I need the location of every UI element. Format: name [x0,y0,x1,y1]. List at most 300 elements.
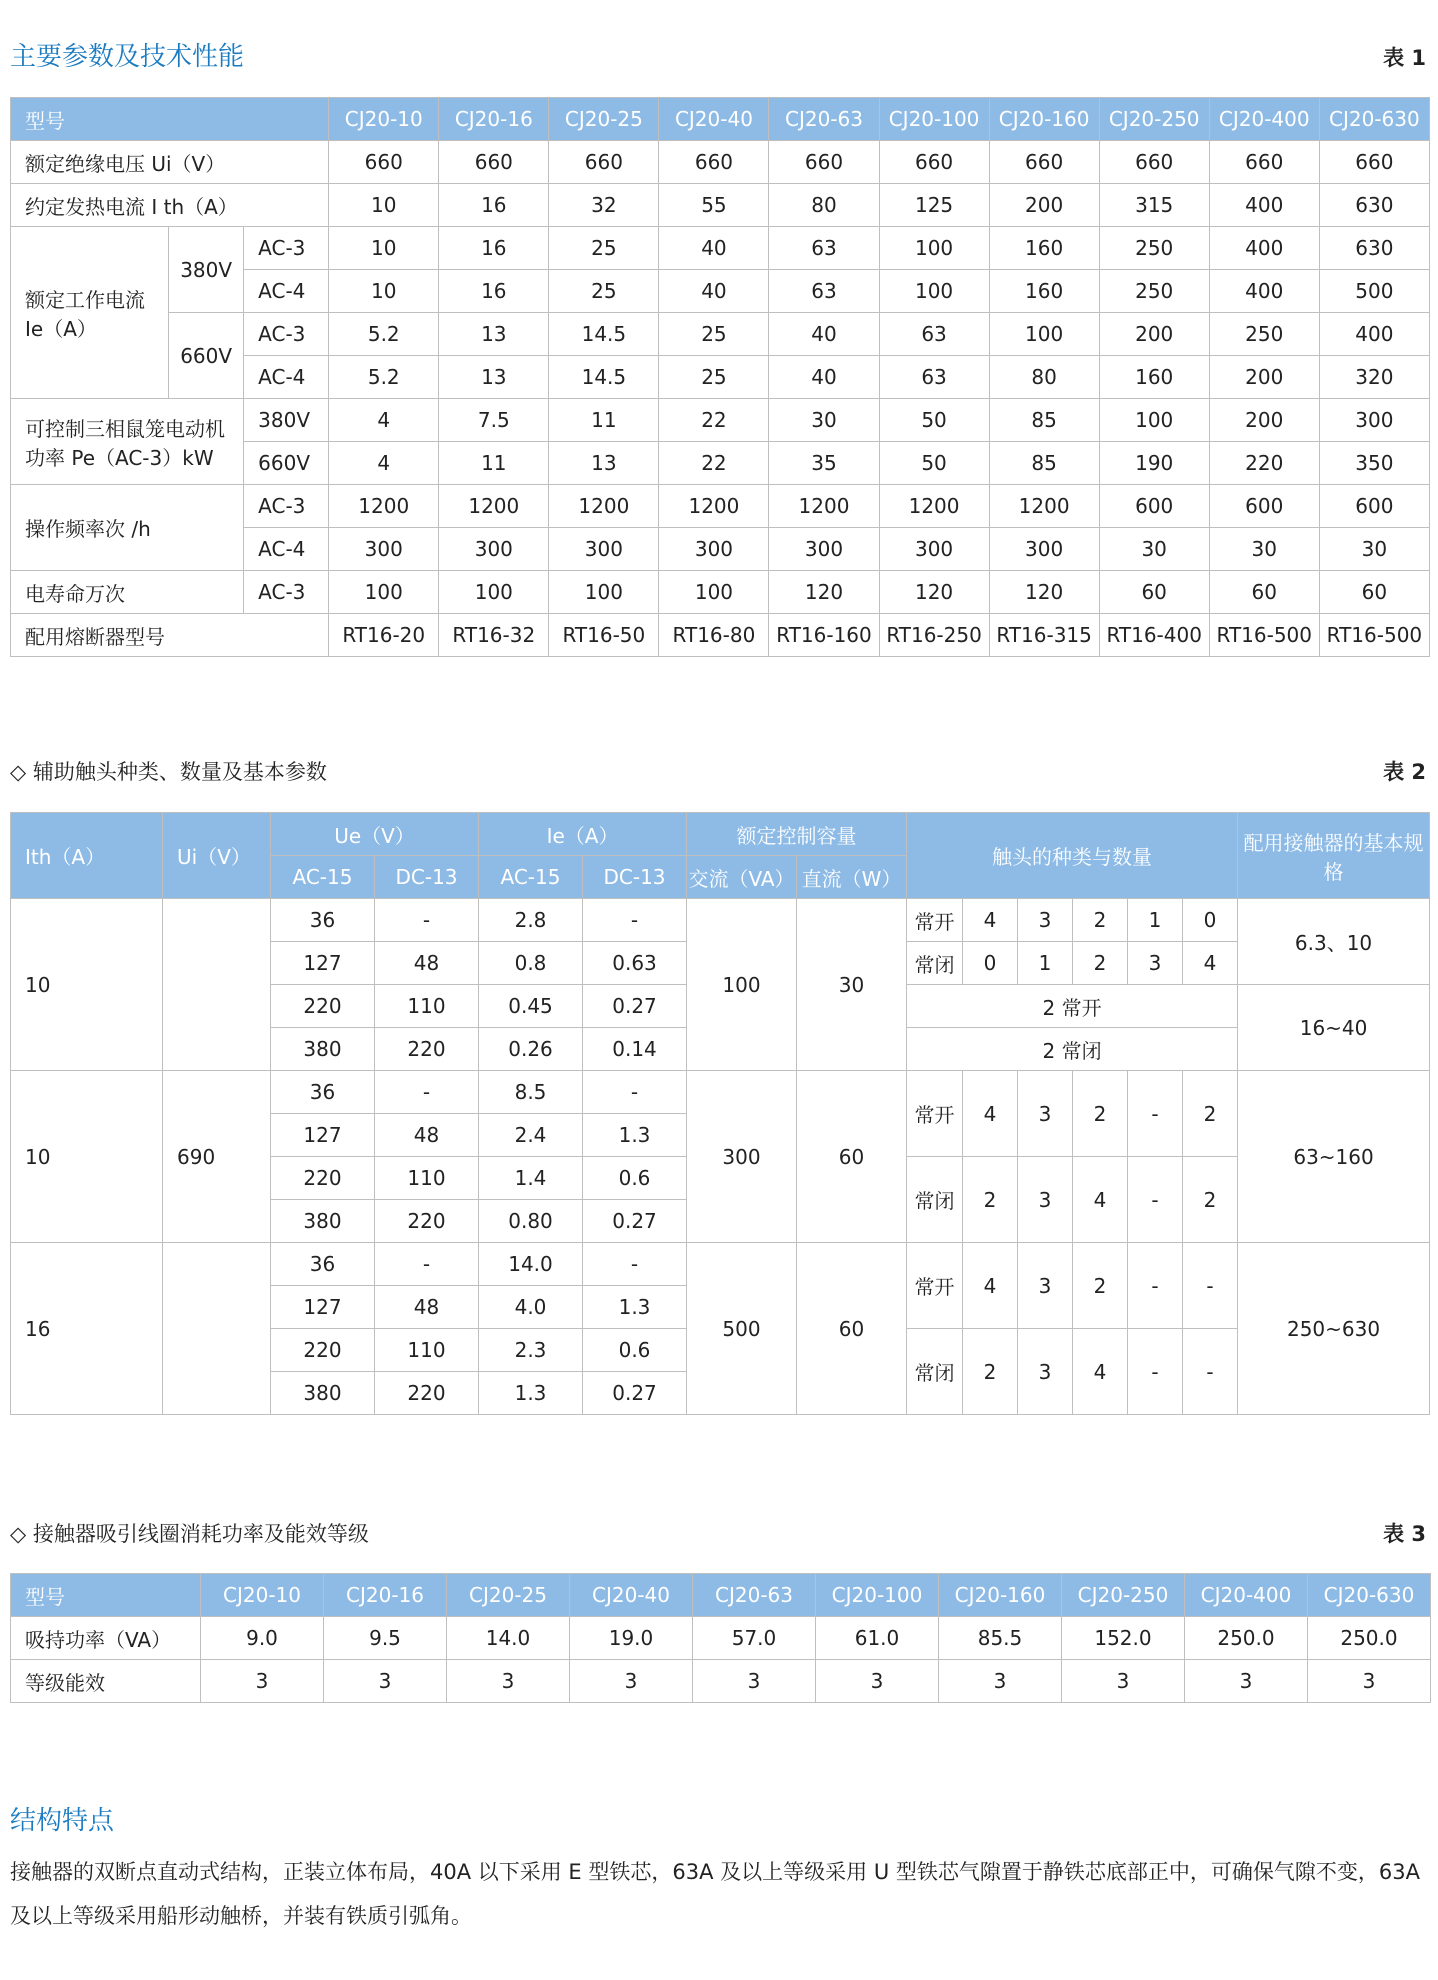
ie-dc-cell: 1.3 [583,1114,687,1157]
section4-title: 结构特点 [10,1806,115,1836]
ue-dc-cell: - [375,1071,479,1114]
value-cell: 4 [329,442,439,485]
value-cell: 3 [1185,1660,1308,1703]
main-parameters-table [10,97,1430,657]
value-cell: 13 [549,442,659,485]
row-label: 约定发热电流 I th（A） [11,184,329,227]
value-cell: 3 [1062,1660,1185,1703]
contact-count-cell: 2 [1073,1243,1128,1329]
contact-combo-cell: 2 常开 [907,985,1238,1028]
table-row [11,141,1430,184]
ac-va-header: 交流（VA） [687,856,797,899]
ie-dc-cell: - [583,1243,687,1286]
ue-dc13-header: DC-13 [375,856,479,899]
ue-dc-cell: 220 [375,1028,479,1071]
base-spec-cell: 63~160 [1238,1071,1430,1243]
ith-cell: 10 [11,899,163,1071]
category-label: AC-3 [244,571,329,614]
value-cell: 660 [989,141,1099,184]
ui-cell [163,899,271,1071]
contact-count-cell: 4 [963,899,1018,942]
ue-ac-cell: 220 [271,985,375,1028]
model-column-header: CJ20-16 [324,1574,447,1617]
model-header: 型号 [11,98,329,141]
value-cell: 120 [989,571,1099,614]
model-column-header: CJ20-100 [816,1574,939,1617]
ue-ac-cell: 36 [271,1071,375,1114]
ie-dc-cell: 0.27 [583,985,687,1028]
value-cell: 22 [659,442,769,485]
row-label: 额定绝缘电压 Ui（V） [11,141,329,184]
value-cell: 3 [939,1660,1062,1703]
contact-count-cell: 4 [1073,1157,1128,1243]
value-cell: 100 [659,571,769,614]
table-row [11,313,1430,356]
value-cell: 14.5 [549,313,659,356]
value-cell: 660 [1209,141,1319,184]
table-row [11,1617,1431,1660]
value-cell: 300 [1319,399,1429,442]
ie-dc-cell: 1.3 [583,1286,687,1329]
ie-dc-cell: - [583,899,687,942]
value-cell: 200 [1099,313,1209,356]
contact-count-cell: 2 [1183,1157,1238,1243]
dc-w-header: 直流（W） [797,856,907,899]
base-spec-cell: 250~630 [1238,1243,1430,1415]
value-cell: 7.5 [439,399,549,442]
value-cell: RT16-500 [1209,614,1319,657]
model-column-header: CJ20-400 [1209,98,1319,141]
contacts-header: 触头的种类与数量 [907,813,1238,899]
ue-ac-cell: 380 [271,1200,375,1243]
ie-ac-cell: 2.4 [479,1114,583,1157]
value-cell: 63 [769,270,879,313]
contact-count-cell: 2 [1073,899,1128,942]
value-cell: 80 [769,184,879,227]
table-row [11,1574,1431,1617]
value-cell: 3 [816,1660,939,1703]
table-row [11,184,1430,227]
ie-header: Ie（A） [479,813,687,856]
value-cell: 50 [879,399,989,442]
value-cell: 315 [1099,184,1209,227]
value-cell: 14.5 [549,356,659,399]
value-cell: 1200 [549,485,659,528]
value-cell: 300 [659,528,769,571]
table-row [11,571,1430,614]
ie-dc-cell: 0.6 [583,1157,687,1200]
value-cell: 160 [989,227,1099,270]
ue-ac-cell: 127 [271,1286,375,1329]
voltage-label: 660V [244,442,329,485]
value-cell: RT16-500 [1319,614,1429,657]
value-cell: RT16-160 [769,614,879,657]
value-cell: 85.5 [939,1617,1062,1660]
ie-dc-cell: 0.14 [583,1028,687,1071]
value-cell: 1200 [769,485,879,528]
value-cell: 11 [439,442,549,485]
value-cell: 30 [1319,528,1429,571]
normally-open-label: 常开 [907,1243,963,1329]
value-cell: 30 [769,399,879,442]
ue-ac-cell: 380 [271,1372,375,1415]
value-cell: 160 [989,270,1099,313]
section3-title: ◇ 接触器吸引线圈消耗功率及能效等级 [10,1522,369,1546]
value-cell: 120 [879,571,989,614]
contact-count-cell: 2 [963,1329,1018,1415]
value-cell: 25 [659,313,769,356]
value-cell: 400 [1209,270,1319,313]
value-cell: 100 [439,571,549,614]
ie-ac-cell: 1.3 [479,1372,583,1415]
auxiliary-contacts-table [10,812,1430,1415]
model-column-header: CJ20-16 [439,98,549,141]
ie-ac-cell: 1.4 [479,1157,583,1200]
model-column-header: CJ20-250 [1099,98,1209,141]
value-cell: RT16-32 [439,614,549,657]
value-cell: 3 [201,1660,324,1703]
value-cell: 4 [329,399,439,442]
value-cell: 400 [1319,313,1429,356]
value-cell: 25 [659,356,769,399]
ue-ac-cell: 127 [271,942,375,985]
value-cell: 30 [1099,528,1209,571]
value-cell: 300 [989,528,1099,571]
value-cell: 9.5 [324,1617,447,1660]
cap-ac-cell: 500 [687,1243,797,1415]
contact-count-cell: 0 [1183,899,1238,942]
ie-ac-cell: 2.8 [479,899,583,942]
value-cell: 400 [1209,184,1319,227]
row-label: 吸持功率（VA） [11,1617,201,1660]
value-cell: 40 [769,356,879,399]
category-label: AC-3 [244,485,329,528]
contact-count-cell: 3 [1018,1071,1073,1157]
value-cell: 190 [1099,442,1209,485]
value-cell: 3 [1308,1660,1431,1703]
ith-header: Ith（A） [11,813,163,899]
value-cell: 660 [879,141,989,184]
value-cell: 85 [989,442,1099,485]
ie-ac-cell: 14.0 [479,1243,583,1286]
contact-count-cell: 1 [1128,899,1183,942]
ue-dc-cell: - [375,899,479,942]
value-cell: 125 [879,184,989,227]
section1-title: 主要参数及技术性能 [10,42,245,72]
value-cell: 250 [1099,227,1209,270]
value-cell: 16 [439,227,549,270]
ie-ac-cell: 0.26 [479,1028,583,1071]
value-cell: 300 [879,528,989,571]
table2-tag: 表 2 [1383,760,1426,784]
contact-count-cell: 4 [963,1071,1018,1157]
value-cell: 100 [549,571,659,614]
value-cell: 250.0 [1308,1617,1431,1660]
model-column-header: CJ20-160 [989,98,1099,141]
contact-count-cell: 3 [1018,1329,1073,1415]
value-cell: 250 [1209,313,1319,356]
base-spec-cell: 16~40 [1238,985,1430,1071]
value-cell: 250.0 [1185,1617,1308,1660]
value-cell: 85 [989,399,1099,442]
voltage-label: 660V [169,313,244,399]
table-row [11,899,1430,942]
ie-dc-cell: 0.63 [583,942,687,985]
ue-dc-cell: 48 [375,1114,479,1157]
value-cell: RT16-315 [989,614,1099,657]
row-label: 操作频率次 /h [11,485,244,571]
table-row [11,98,1430,141]
value-cell: 16 [439,184,549,227]
value-cell: 11 [549,399,659,442]
value-cell: 100 [329,571,439,614]
value-cell: 220 [1209,442,1319,485]
cap-dc-cell: 60 [797,1243,907,1415]
cap-dc-cell: 30 [797,899,907,1071]
value-cell: 25 [549,227,659,270]
value-cell: 80 [989,356,1099,399]
contact-count-cell: 3 [1018,899,1073,942]
model-column-header: CJ20-250 [1062,1574,1185,1617]
normally-open-label: 常开 [907,1071,963,1157]
voltage-label: 380V [169,227,244,313]
value-cell: 200 [989,184,1099,227]
value-cell: 10 [329,270,439,313]
value-cell: 630 [1319,227,1429,270]
value-cell: 14.0 [447,1617,570,1660]
value-cell: RT16-80 [659,614,769,657]
contact-count-cell: 3 [1018,1243,1073,1329]
model-column-header: CJ20-160 [939,1574,1062,1617]
value-cell: RT16-250 [879,614,989,657]
value-cell: 500 [1319,270,1429,313]
contact-count-cell: - [1128,1329,1183,1415]
ie-dc-cell: 0.27 [583,1372,687,1415]
ue-dc-cell: 110 [375,1157,479,1200]
value-cell: 61.0 [816,1617,939,1660]
normally-closed-label: 常闭 [907,1157,963,1243]
value-cell: 10 [329,227,439,270]
value-cell: 3 [693,1660,816,1703]
value-cell: 40 [659,270,769,313]
value-cell: 13 [439,313,549,356]
table1-tag: 表 1 [1383,46,1426,70]
cap-ac-cell: 300 [687,1071,797,1243]
value-cell: 63 [879,313,989,356]
value-cell: 300 [549,528,659,571]
value-cell: 1200 [879,485,989,528]
normally-closed-label: 常闭 [907,1329,963,1415]
contact-count-cell: 3 [1018,1157,1073,1243]
value-cell: 55 [659,184,769,227]
model-header: 型号 [11,1574,201,1617]
value-cell: 600 [1209,485,1319,528]
value-cell: 25 [549,270,659,313]
table-row [11,1660,1431,1703]
ue-ac15-header: AC-15 [271,856,375,899]
value-cell: 1200 [989,485,1099,528]
category-label: AC-3 [244,227,329,270]
ie-ac-cell: 0.45 [479,985,583,1028]
value-cell: 3 [570,1660,693,1703]
value-cell: 1200 [329,485,439,528]
value-cell: 57.0 [693,1617,816,1660]
value-cell: 100 [1099,399,1209,442]
value-cell: 100 [879,270,989,313]
ue-dc-cell: 48 [375,942,479,985]
value-cell: 40 [769,313,879,356]
contact-count-cell: 0 [963,942,1018,985]
ue-dc-cell: - [375,1243,479,1286]
ue-dc-cell: 220 [375,1200,479,1243]
value-cell: 35 [769,442,879,485]
model-column-header: CJ20-25 [549,98,659,141]
cap-ac-cell: 100 [687,899,797,1071]
ue-ac-cell: 36 [271,899,375,942]
model-column-header: CJ20-630 [1319,98,1429,141]
model-column-header: CJ20-10 [329,98,439,141]
ie-ac-cell: 0.8 [479,942,583,985]
ue-ac-cell: 380 [271,1028,375,1071]
table-row [11,485,1430,528]
value-cell: 660 [659,141,769,184]
ui-header: Ui（V） [163,813,271,899]
value-cell: 250 [1099,270,1209,313]
contact-count-cell: - [1183,1329,1238,1415]
category-label: AC-4 [244,528,329,571]
ie-dc-cell: 0.6 [583,1329,687,1372]
value-cell: 16 [439,270,549,313]
ue-header: Ue（V） [271,813,479,856]
value-cell: 1200 [439,485,549,528]
contact-count-cell: 2 [1073,942,1128,985]
value-cell: 660 [769,141,879,184]
normally-open-label: 常开 [907,899,963,942]
value-cell: 100 [879,227,989,270]
value-cell: 3 [324,1660,447,1703]
value-cell: 1200 [659,485,769,528]
section2-title: ◇ 辅助触头种类、数量及基本参数 [10,760,327,784]
contact-count-cell: - [1128,1243,1183,1329]
contact-count-cell: 4 [1183,942,1238,985]
category-label: AC-4 [244,270,329,313]
ith-cell: 10 [11,1071,163,1243]
ie-ac-cell: 8.5 [479,1071,583,1114]
value-cell: 22 [659,399,769,442]
value-cell: 660 [439,141,549,184]
model-column-header: CJ20-400 [1185,1574,1308,1617]
ie-ac15-header: AC-15 [479,856,583,899]
value-cell: 9.0 [201,1617,324,1660]
value-cell: 100 [989,313,1099,356]
value-cell: 300 [329,528,439,571]
category-label: AC-3 [244,313,329,356]
value-cell: 600 [1099,485,1209,528]
contact-count-cell: 1 [1018,942,1073,985]
row-label: 额定工作电流 Ie（A） [11,227,169,399]
ue-ac-cell: 220 [271,1329,375,1372]
ui-cell [163,1243,271,1415]
row-label: 配用熔断器型号 [11,614,329,657]
category-label: AC-4 [244,356,329,399]
value-cell: 400 [1209,227,1319,270]
value-cell: 60 [1099,571,1209,614]
table3-tag: 表 3 [1383,1522,1426,1546]
value-cell: 60 [1209,571,1319,614]
ith-cell: 16 [11,1243,163,1415]
value-cell: 630 [1319,184,1429,227]
value-cell: 660 [1319,141,1429,184]
table-row [11,1243,1430,1286]
cap-dc-cell: 60 [797,1071,907,1243]
row-label: 等级能效 [11,1660,201,1703]
value-cell: 350 [1319,442,1429,485]
model-column-header: CJ20-630 [1308,1574,1431,1617]
structure-description: 接触器的双断点直动式结构，正装立体布局，40A 以下采用 E 型铁芯，63A 及以上等级采用 U 型铁芯气隙置于静铁芯底部正中，可确保气隙不变，63A 及以上等级采用船形动触桥，并装有铁质引弧角。 [10,1860,1420,1928]
ie-dc-cell: - [583,1071,687,1114]
value-cell: 40 [659,227,769,270]
ie-ac-cell: 4.0 [479,1286,583,1329]
contact-count-cell: 2 [963,1157,1018,1243]
value-cell: 19.0 [570,1617,693,1660]
value-cell: RT16-400 [1099,614,1209,657]
capacity-header: 额定控制容量 [687,813,907,856]
table-row [11,227,1430,270]
ui-cell: 690 [163,1071,271,1243]
value-cell: 300 [769,528,879,571]
contact-combo-cell: 2 常闭 [907,1028,1238,1071]
value-cell: 10 [329,184,439,227]
ue-dc-cell: 220 [375,1372,479,1415]
value-cell: 660 [549,141,659,184]
model-column-header: CJ20-25 [447,1574,570,1617]
contact-count-cell: 3 [1128,942,1183,985]
ue-dc-cell: 48 [375,1286,479,1329]
table-row [11,614,1430,657]
voltage-label: 380V [244,399,329,442]
value-cell: 660 [329,141,439,184]
row-label: 电寿命万次 [11,571,244,614]
table-row [11,813,1430,856]
value-cell: 660 [1099,141,1209,184]
model-column-header: CJ20-100 [879,98,989,141]
value-cell: 63 [769,227,879,270]
value-cell: 3 [447,1660,570,1703]
value-cell: 120 [769,571,879,614]
value-cell: 160 [1099,356,1209,399]
table-row [11,1071,1430,1114]
value-cell: 30 [1209,528,1319,571]
ie-ac-cell: 0.80 [479,1200,583,1243]
value-cell: 32 [549,184,659,227]
base-spec-header: 配用接触器的基本规格 [1238,813,1430,899]
base-spec-cell: 6.3、10 [1238,899,1430,985]
ue-dc-cell: 110 [375,1329,479,1372]
contact-count-cell: - [1128,1157,1183,1243]
value-cell: 5.2 [329,313,439,356]
value-cell: 63 [879,356,989,399]
value-cell: RT16-50 [549,614,659,657]
ie-dc-cell: 0.27 [583,1200,687,1243]
value-cell: 60 [1319,571,1429,614]
ue-dc-cell: 110 [375,985,479,1028]
value-cell: 152.0 [1062,1617,1185,1660]
ue-ac-cell: 127 [271,1114,375,1157]
contact-count-cell: 2 [1183,1071,1238,1157]
model-column-header: CJ20-40 [659,98,769,141]
ie-ac-cell: 2.3 [479,1329,583,1372]
value-cell: 600 [1319,485,1429,528]
